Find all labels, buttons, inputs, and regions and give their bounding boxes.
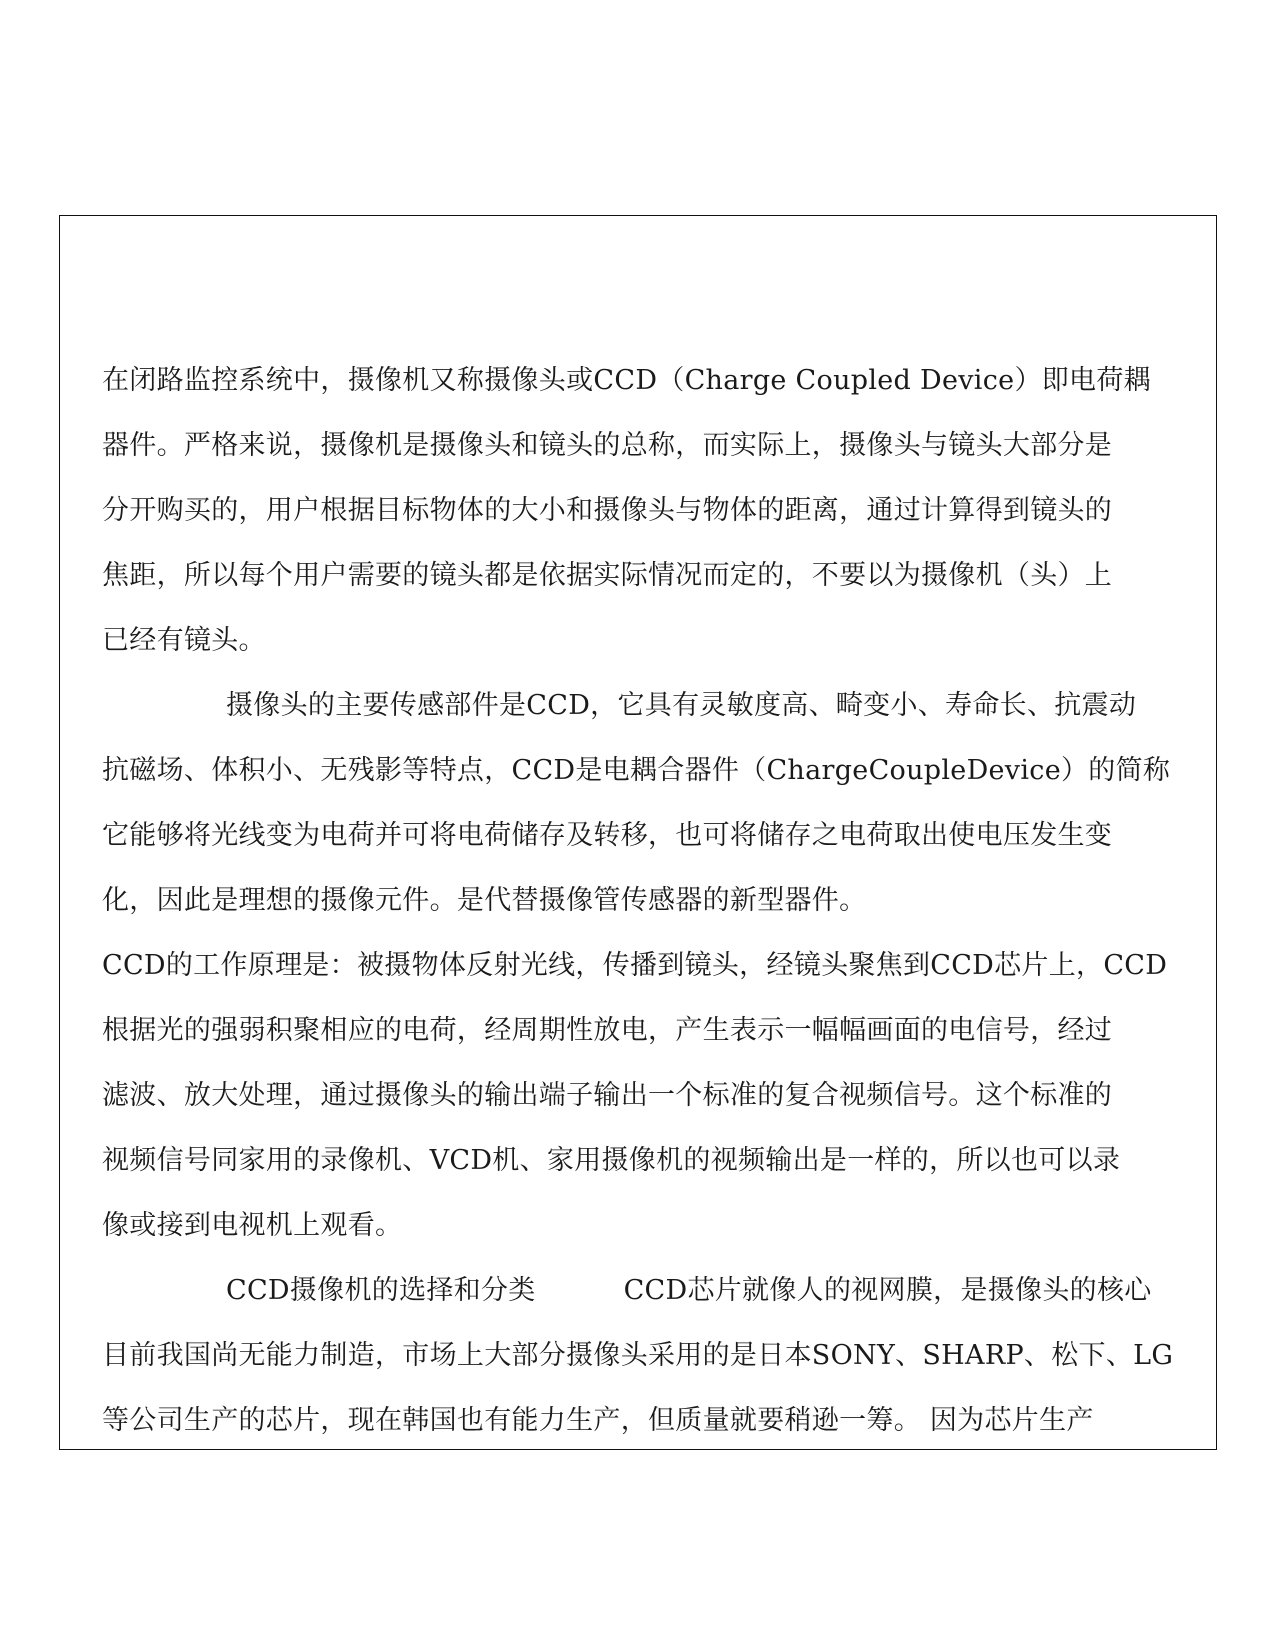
text-line: 像或接到电视机上观看。 [102,1210,403,1241]
text-line: 化，因此是理想的摄像元件。是代替摄像管传感器的新型器件。 [102,885,867,916]
text-line: 它能够将光线变为电荷并可将电荷储存及转移，也可将储存之电荷取出使电压发生变 [102,820,1113,851]
document-body [102,348,1217,1450]
text-line: 目前我国尚无能力制造，市场上大部分摄像头采用的是日本SONY、SHARP、松下、LG [102,1340,1174,1371]
text-line: 根据光的强弱积聚相应的电荷，经周期性放电，产生表示一幅幅画面的电信号，经过 [102,1015,1113,1046]
text-line: CCD的工作原理是：被摄物体反射光线，传播到镜头，经镜头聚焦到CCD芯片上，CCD [102,950,1168,981]
text-line: 焦距，所以每个用户需要的镜头都是依据实际情况而定的，不要以为摄像机（头）上 [102,560,1113,591]
text-line: 视频信号同家用的录像机、VCD机、家用摄像机的视频输出是一样的，所以也可以录 [102,1145,1121,1176]
document-frame [59,215,1217,1450]
section-heading-line [102,1258,1217,1323]
text-line: 分开购买的，用户根据目标物体的大小和摄像头与物体的距离，通过计算得到镜头的 [102,495,1113,526]
section-heading: CCD摄像机的选择和分类 [226,1275,536,1306]
text-line: 在闭路监控系统中，摄像机又称摄像头或CCD（Charge Coupled Device）即电荷耦 [102,365,1151,396]
text-line: 等公司生产的芯片，现在韩国也有能力生产，但质量就要稍逊一筹。 因为芯片生产 [102,1405,1094,1436]
text-line: 已经有镜头。 [102,625,266,656]
text-line: 抗磁场、体积小、无残影等特点，CCD是电耦合器件（ChargeCoupleDevice）的简称 [102,755,1171,786]
text-line: 器件。严格来说，摄像机是摄像头和镜头的总称，而实际上，摄像头与镜头大部分是 [102,430,1113,461]
section-text: CCD芯片就像人的视网膜，是摄像头的核心 [623,1275,1152,1306]
text-line-indented: 摄像头的主要传感部件是CCD，它具有灵敏度高、畸变小、寿命长、抗震动 [226,690,1137,721]
text-line: 滤波、放大处理，通过摄像头的输出端子输出一个标准的复合视频信号。这个标准的 [102,1080,1113,1111]
